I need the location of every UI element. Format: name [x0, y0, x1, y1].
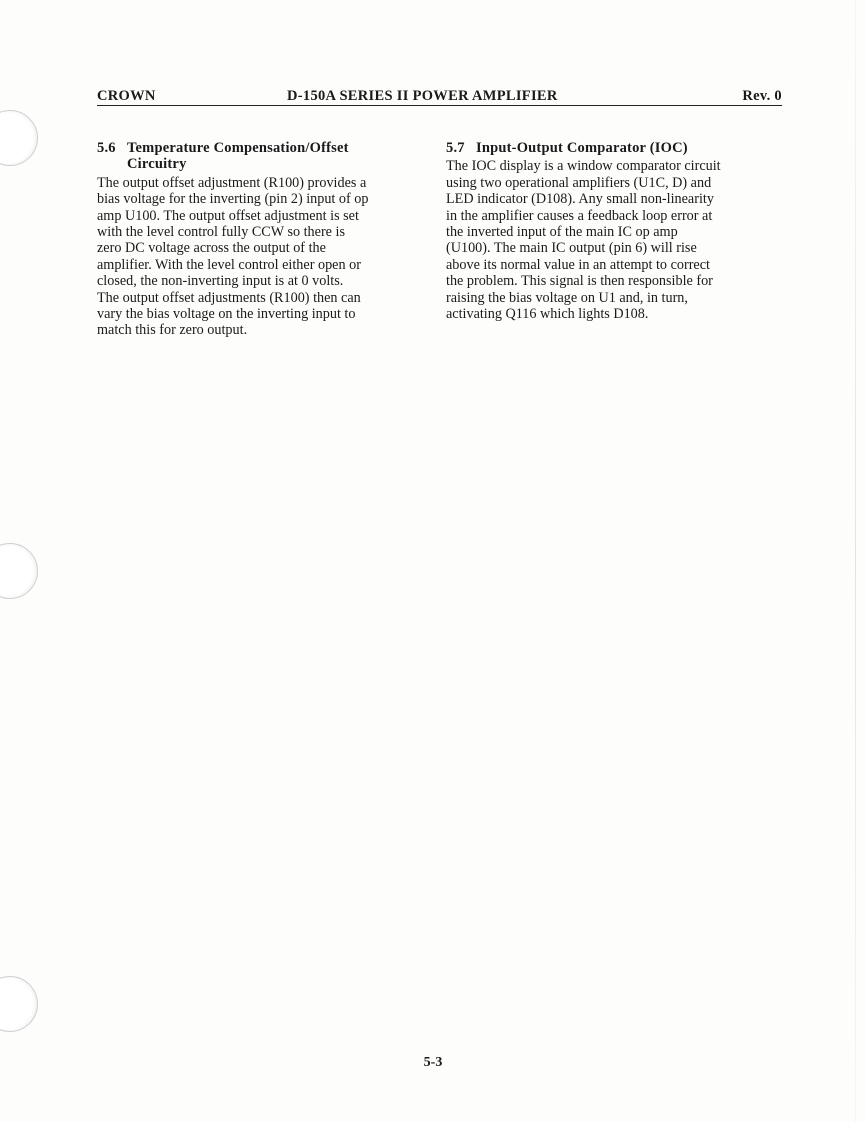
body-line: The IOC display is a window comparator circuit — [446, 158, 721, 175]
page-edge — [855, 0, 856, 1122]
punch-hole-middle — [0, 543, 38, 599]
body-line: The output offset adjustment (R100) provides a — [97, 174, 367, 191]
body-line: match this for zero output. — [97, 322, 248, 339]
punch-hole-top — [0, 110, 38, 166]
section-heading — [446, 140, 786, 156]
body-line: amplifier. With the level control either open or — [97, 256, 361, 273]
header-title: D-150A SERIES II POWER AMPLIFIER — [287, 88, 558, 104]
body-line: raising the bias voltage on U1 and, in turn, — [446, 289, 688, 306]
body-line: zero DC voltage across the output of the — [97, 240, 326, 257]
section-heading — [97, 140, 437, 173]
section-title: Input-Output Comparator (IOC) — [476, 140, 688, 156]
body-line: above its normal value in an attempt to correct — [446, 256, 710, 273]
section-title-continued: Circuitry — [127, 156, 187, 173]
header-revision: Rev. 0 — [742, 88, 782, 104]
body-line: vary the bias voltage on the inverting input to — [97, 306, 356, 323]
body-line: in the amplifier causes a feedback loop error at — [446, 207, 713, 224]
section-body — [446, 158, 786, 322]
section-5-7 — [446, 140, 786, 322]
header-brand: CROWN — [97, 88, 156, 104]
punch-hole-bottom — [0, 976, 38, 1032]
running-header — [97, 88, 782, 106]
page-number: 5-3 — [423, 1055, 443, 1070]
body-line: LED indicator (D108). Any small non-linearity — [446, 191, 714, 208]
body-line: The output offset adjustments (R100) then can — [97, 289, 361, 306]
body-line: activating Q116 which lights D108. — [446, 306, 649, 323]
body-line: the problem. This signal is then responsible for — [446, 273, 713, 290]
section-5-6 — [97, 140, 437, 339]
section-number: 5.7 — [446, 140, 465, 156]
body-line: amp U100. The output offset adjustment is set — [97, 207, 359, 224]
body-line: with the level control fully CCW so there is — [97, 224, 345, 241]
section-number: 5.6 — [97, 140, 116, 156]
body-line: the inverted input of the main IC op amp — [446, 224, 678, 241]
body-line: (U100). The main IC output (pin 6) will rise — [446, 240, 697, 257]
section-title: Temperature Compensation/Offset — [127, 140, 349, 156]
body-line: closed, the non-inverting input is at 0 volts. — [97, 273, 344, 290]
header-rule — [97, 105, 782, 106]
body-line: using two operational amplifiers (U1C, D) and — [446, 174, 712, 191]
body-line: bias voltage for the inverting (pin 2) input of op — [97, 191, 369, 208]
section-body — [97, 175, 437, 339]
